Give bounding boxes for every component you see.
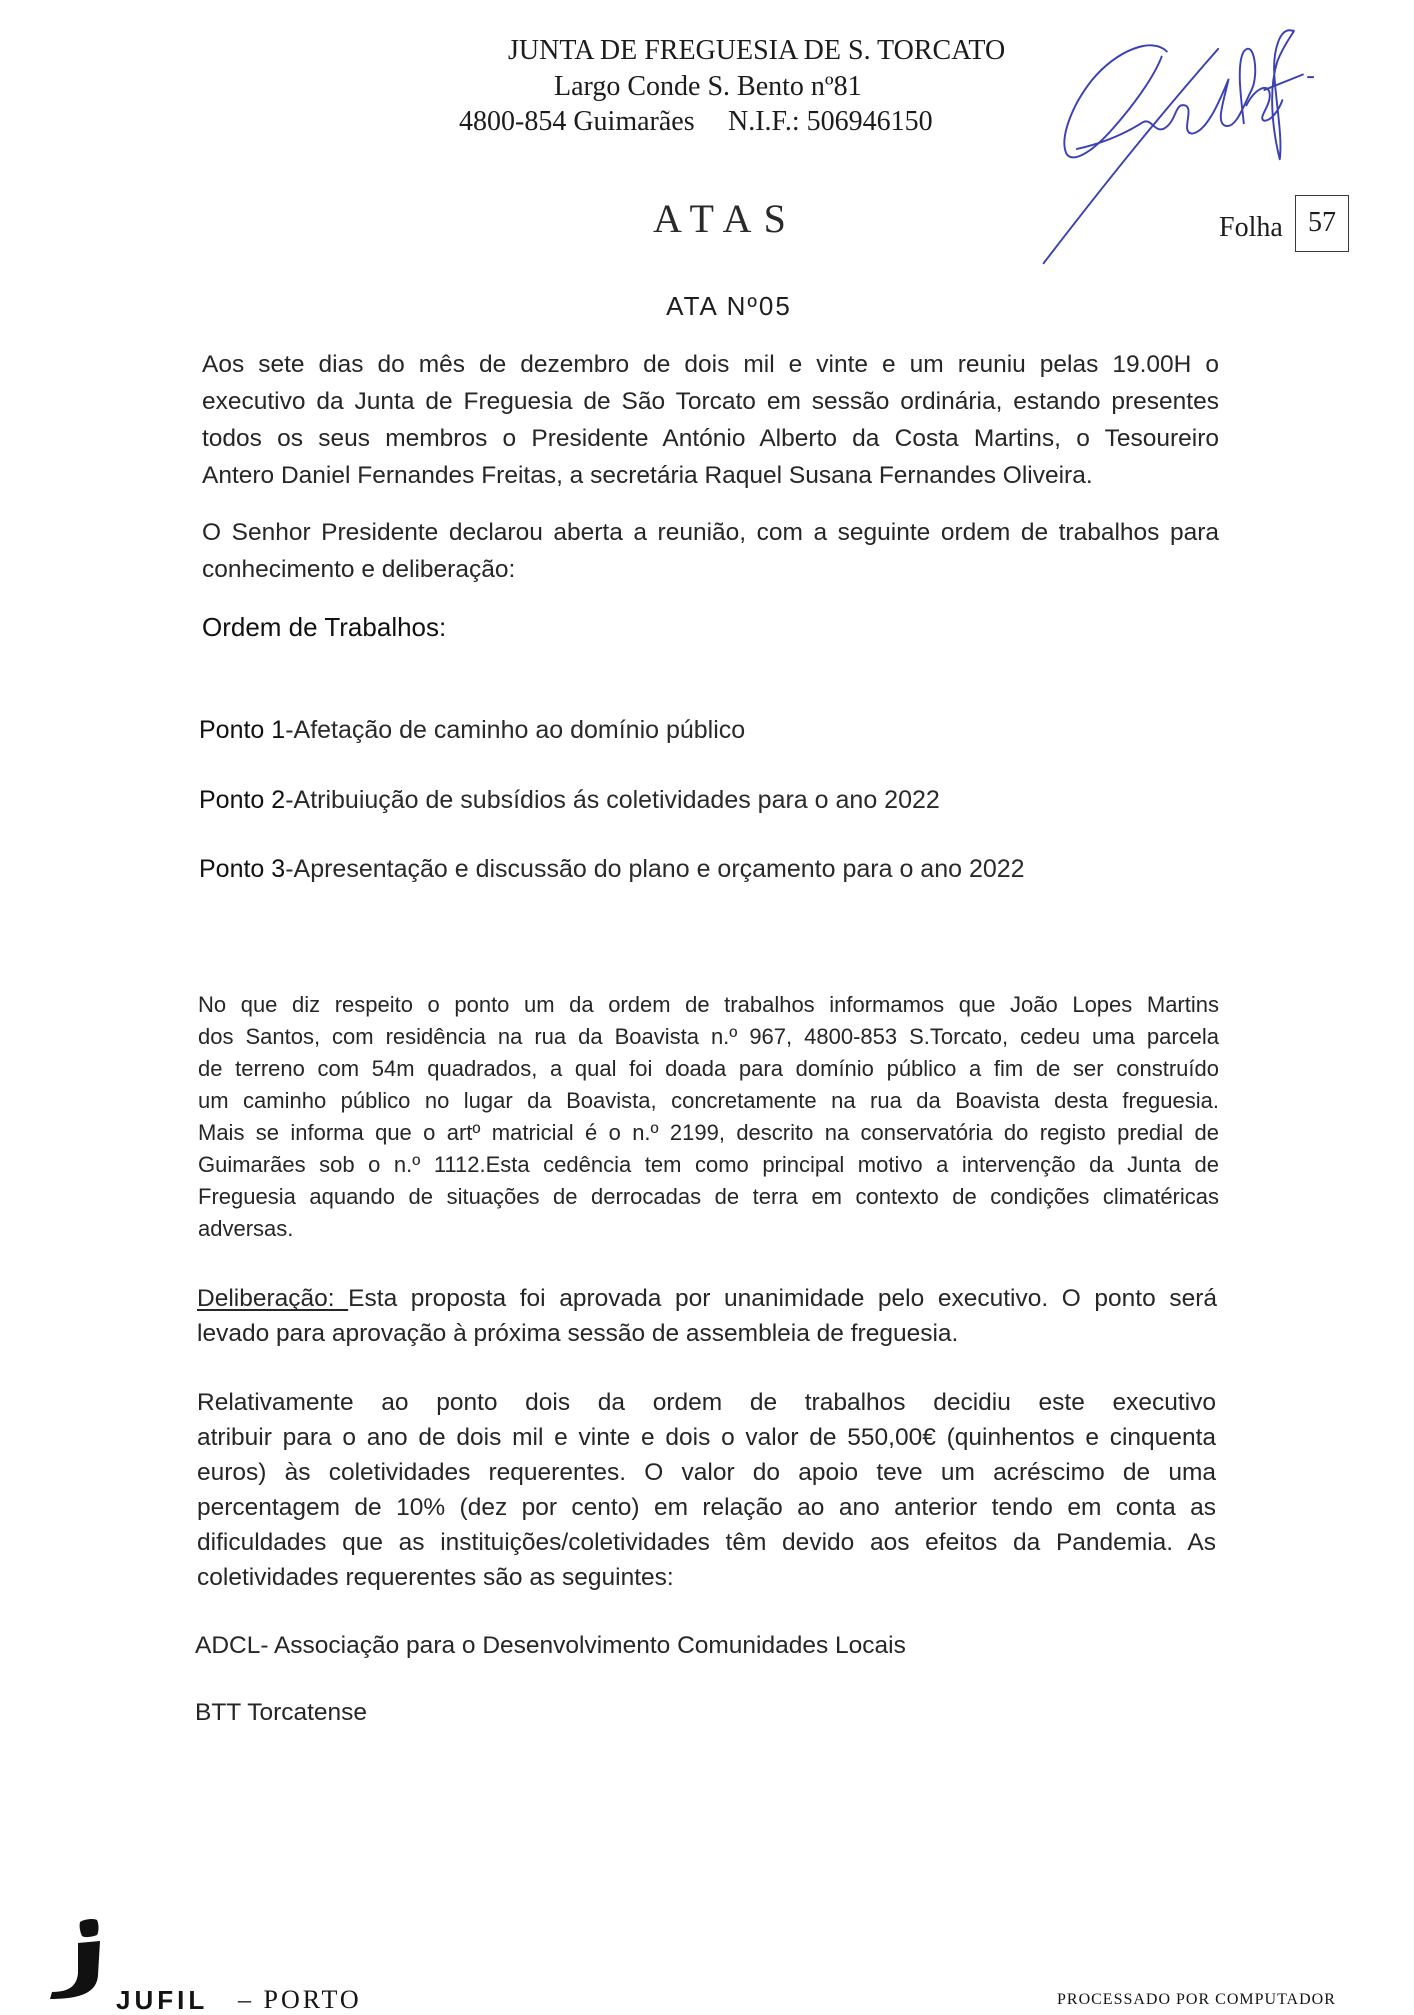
paragraph-line: euros) às coletividades requerentes. O valor do apoio teve um acréscimo de uma <box>197 1459 1216 1486</box>
paragraph-line: percentagem de 10% (dez por cento) em relação ao ano anterior tendo em conta as <box>197 1494 1216 1521</box>
paragraph-line: executivo da Junta de Freguesia de São Torcato em sessão ordinária, estando presentes <box>202 388 1219 415</box>
paragraph-line: dificuldades que as instituições/coletividades têm devido aos efeitos da Pandemia. As <box>197 1529 1216 1556</box>
header-nif: N.I.F.: 506946150 <box>728 106 933 137</box>
paragraph-line: adversas. <box>198 1216 294 1241</box>
signature-stroke <box>1264 75 1303 90</box>
agenda-item-text: -Atribuiução de subsídios ás coletividades para o ano 2022 <box>285 785 940 814</box>
paragraph-line: Antero Daniel Fernandes Freitas, a secretária Raquel Susana Fernandes Oliveira. <box>202 462 1093 489</box>
agenda-heading: Ordem de Trabalhos: <box>202 612 447 642</box>
paragraph-line: todos os seus membros o Presidente António Alberto da Costa Martins, o Tesoureiro <box>202 425 1219 452</box>
agenda-list <box>199 712 1199 921</box>
agenda-item <box>199 851 1199 921</box>
association-item: ADCL- Associação para o Desenvolvimento Comunidades Locais <box>195 1632 906 1659</box>
signature-stroke <box>1064 45 1166 157</box>
paragraph-line: atribuir para o ano de dois mil e vinte e dois o valor de 550,00€ (quinhentos e cinquenta <box>197 1424 1216 1451</box>
paragraph-line: Mais se informa que o artº matricial é o n.º 2199, descrito na conservatória do registo predial de <box>198 1120 1219 1145</box>
document-type-title: ATAS <box>653 196 798 241</box>
paragraph-line: coletividades requerentes são as seguintes: <box>197 1564 674 1591</box>
paragraph-line: de terreno com 54m quadrados, a qual foi doada para domínio público a fim de ser construído <box>198 1056 1219 1081</box>
agenda-item-text: -Afetação de caminho ao domínio público <box>285 716 746 744</box>
opening-paragraph <box>202 514 1219 588</box>
deliberation-text: Esta proposta foi aprovada por unanimidade pelo executivo. O ponto será <box>348 1285 1217 1312</box>
jufil-logo-icon <box>40 1915 125 2000</box>
header-postal-code: 4800-854 Guimarães <box>459 106 695 137</box>
intro-paragraph <box>202 346 1219 494</box>
footer-processed-note: PROCESSADO POR COMPUTADOR <box>1057 1991 1336 2008</box>
header-address: Largo Conde S. Bento nº81 <box>554 71 862 102</box>
associations-list <box>195 1628 1195 1762</box>
paragraph-line: No que diz respeito o ponto um da ordem de trabalhos informamos que João Lopes Martins <box>198 992 1219 1017</box>
sheet-number-box: 57 <box>1295 195 1349 252</box>
agenda-item <box>199 712 1199 782</box>
agenda-item-text: -Apresentação e discussão do plano e orçamento para o ano 2022 <box>285 855 1025 883</box>
paragraph-line: levado para aprovação à próxima sessão de assembleia de freguesia. <box>197 1320 959 1347</box>
signature-stroke <box>1221 49 1255 126</box>
agenda-item-label: Ponto 2 <box>199 785 286 814</box>
paragraph-line: um caminho público no lugar da Boavista, concretamente na rua da Boavista desta freguesia. <box>198 1088 1219 1113</box>
paragraph-line: O Senhor Presidente declarou aberta a reunião, com a seguinte ordem de trabalhos para <box>202 519 1219 546</box>
point-one-paragraph <box>198 989 1219 1245</box>
deliberation-paragraph <box>197 1281 1217 1351</box>
paragraph-line: Guimarães sob o n.º 1112.Esta cedência tem como principal motivo a intervenção da Junta de <box>198 1152 1219 1177</box>
footer-printer-city: – PORTO <box>238 1985 362 2014</box>
paragraph-line: dos Santos, com residência na rua da Boavista n.º 967, 4800-853 S.Torcato, cedeu uma parcela <box>198 1024 1219 1049</box>
logo-stem <box>50 1941 100 1999</box>
minutes-title: ATA Nº05 <box>666 291 792 321</box>
point-two-paragraph <box>197 1385 1216 1595</box>
paragraph-line: Aos sete dias do mês de dezembro de dois mil e vinte e um reuniu pelas 19.00H o <box>202 351 1219 378</box>
signature-stroke <box>1077 80 1228 149</box>
deliberation-label: Deliberação: <box>197 1285 335 1312</box>
paragraph-line: Relativamente ao ponto dois da ordem de trabalhos decidiu este executivo <box>197 1389 1216 1416</box>
signature-icon <box>1041 19 1317 270</box>
footer-printer-brand: JUFIL <box>116 1985 209 2015</box>
agenda-item-label: Ponto 1 <box>199 716 286 744</box>
paragraph-line <box>197 1281 1217 1316</box>
paragraph-line: conhecimento e deliberação: <box>202 556 516 583</box>
signature-stroke <box>1272 30 1294 159</box>
logo-dot <box>80 1919 99 1937</box>
association-item: BTT Torcatense <box>195 1699 368 1726</box>
sheet-label: Folha <box>1219 212 1283 243</box>
paragraph-line: Freguesia aquando de situações de derrocadas de terra em contexto de condições climatéricas <box>198 1184 1219 1209</box>
agenda-item-label: Ponto 3 <box>199 855 286 883</box>
header-org-name: JUNTA DE FREGUESIA DE S. TORCATO <box>508 35 1006 66</box>
agenda-item <box>199 782 1199 852</box>
